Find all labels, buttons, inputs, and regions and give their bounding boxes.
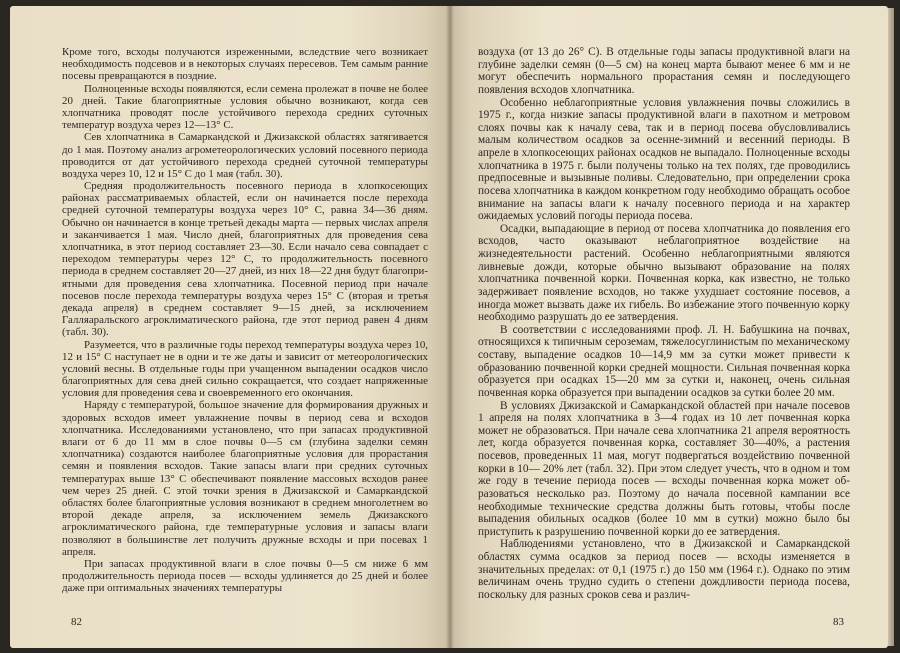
- paragraph: Особенно неблагоприятные условия увлажнения почвы сложились в 1975 г., когда низкие запасы продуктивной влаги в пахотном и метровом слоях почвы как к началу сева, так и в период посева обусловливались малым количеством осадков за осенне-зимний и весенний периоды. В апреле в хлопкосеющих районах осадков не выпадало. Полноценные всходы хлопчатника в 1975 г. были получены только на тех полях, где проводились предпосевные и вызывные поливы. Следовательно, при определении срока посева хлопчатника в каждом конкретном году необходимо обращать особое внимание на запасы влаги к началу посевного периода и на характер ожидаемых условий погоды периода посева.: [478, 96, 850, 223]
- left-page-text: [62, 46, 428, 594]
- paragraph: воздуха (от 13 до 26° С). В отдельные годы запасы продуктивной влаги на глубине заделки семян (0—5 см) на конец марта бывают менее 6 мм и не могут обеспечить нормального прорастания семян и последующего появления всходов хлопчатника.: [478, 46, 850, 96]
- paragraph: Средняя продолжительность посевного периода в хлопкосеющих районах рассматриваемых областей, если он начинается после перехода средней суточной температуры воздуха через 10° С, равна 34—36 дням. Обычно он начинается в конце третьей декады марта — первых числах апреля и заканчивается 1 мая. Число дней, благоприятных для проведения сева хлопчатника, в этот период составляет 23—30. Если начало сева совпадает с переходом температуры через 12° С, то продолжительность посевного периода в среднем составляет 20—27 дней, из них 18—22 дня будут благоприятными для проведения сева хлопчатника. Посевной период при начале посевов после перехода температуры воздуха через 15° С (вторая и третья декада апреля) в среднем составляет 9—15 дней, за исключением Галляаральского агроклиматического района, где этот период равен 4 дням (табл. 30).: [62, 180, 429, 339]
- paragraph: Наблюдениями установлено, что в Джизакской и Самаркандской областях сумма осадков за период посев — всходы изменяется в значительных пределах: от 0,1 (1975 г.) до 150 мм (1964 г.). Однако по этим величинам очень трудно судить о степени дождливости периода посева, поскольку для разных сроков сева и различ-: [478, 538, 850, 601]
- page-number-left: 82: [71, 616, 82, 628]
- paragraph: При запасах продуктивной влаги в слое почвы 0—5 см ниже 6 мм продолжительность периода посев — всходы удлиняется до 25 дней и более даже при оптимальных значениях температуры: [62, 557, 428, 595]
- left-page: [10, 6, 450, 648]
- paragraph: Наряду с температурой, большое значение для формирования дружных и здоровых всходов имеет увлажнение почвы в период сева и всходов хлопчатника. Исследованиями установлено, что при запасах продуктивной влаги от 6 до 11 мм в слое почвы 0—5 см (глубина заделки семян хлопчатника) создаются наиболее благоприятные условия для прорастания семян и появления всходов. Такие запасы влаги при средних суточных температурах выше 13° С обеспечивают появление массовых всходов ранее чем через 25 дней. С этой точки зрения в Джизакской и Самаркандской областях более благоприятные условия возникают в среднем многолетнем во второй декаде апреля, за исключением земель Джизакского агроклиматического района, где температурные условия и запасы влаги позволяют в большинстве лет получить дружные всходы и при посевах 1 апреля.: [62, 399, 428, 558]
- paragraph: Кроме того, всходы получаются изреженными, вследствие чего возникает необходимость подсевов и в некоторых случаях пересевов. Тем самым ранние посевы превращаются в поздние.: [62, 46, 428, 83]
- book-spine: [446, 6, 454, 648]
- paragraph: Осадки, выпадающие в период от посева хлопчатника до появления его всходов, часто оказывают неблагоприятное воздействие на жизнедеятельности растений. Особенно неблагоприятными являются ливневые дожди, которые обычно вызывают образование на полях хлопчатника почвенной корки. Почвенная корка, как известно, не только задерживает появление всходов, но также ухудшает состояние посевов, а иногда может вызвать даже их гибель. Во избежание этого почвенную корку необходимо разрушать до ее затвердения.: [478, 222, 850, 324]
- paragraph: Сев хлопчатника в Самаркандской и Джизакской областях затягивается до 1 мая. Поэтому анализ агрометеорологических условий посевного периода проводится от дат устойчивого перехода средней суточной температуры воздуха через 10, 12 и 15° С до 1 мая (табл. 30).: [62, 131, 428, 180]
- right-page: [450, 6, 888, 648]
- right-page-text: [478, 46, 850, 602]
- paragraph: В условиях Джизакской и Самаркандской областей при начале посевов 1 апреля на полях хлопчатника в 3—4 годах из 10 лет почвенная корка может не образоваться. При начале сева хлопчатника 21 апреля вероятность лет, когда образуется почвенная корка, составляет 30—40%, а растения посевов, проведенных 11 мая, могут подвергаться воздействию почвенной корки в 10— 20% лет (табл. 32). При этом следует учесть, что в одном и том же году в течение периода посев — всходы почвенная корка может образоваться несколько раз. Поэтому до начала посевной кампании все необходимые технические средства должны быть готовы, чтобы после выпадения обильных осадков (более 10 мм в сутки) можно было бы приступить к разрушению почвенной корки до ее затвердения.: [478, 399, 850, 538]
- page-edges: [888, 8, 894, 646]
- paragraph: Разумеется, что в различные годы переход температуры воздуха через 10, 12 и 15° С наступает не в одни и те же даты и зависит от метеорологических условий весны. В отдельные годы при учащенном выпадении осадков число благоприятных для сева дней сильно сокращается, что создает напряженные условия для проведения сева и своевременного его окончания.: [62, 338, 428, 400]
- page-number-right: 83: [833, 616, 844, 628]
- paragraph: В соответствии с исследованиями проф. Л. Н. Бабушкина на почвах, относящихся к типичным сероземам, тяжелосуглинистым по механическому составу, выпадение осадков 10—14,9 мм за сутки может привести к образованию почвенной корки средней мощности. Сильная почвенная корка образуется при осадках 15—20 мм за сутки и, наконец, очень сильная почвенная корка образуется при выпадении осадков за сутки более 20 мм.: [478, 323, 850, 399]
- paragraph: Полноценные всходы появляются, если семена пролежат в почве не более 20 дней. Такие благоприятные условия обычно возникают, когда сев хлопчатника проводят после устойчивого перехода средних суточных температур воздуха через 12—13° С.: [62, 82, 428, 132]
